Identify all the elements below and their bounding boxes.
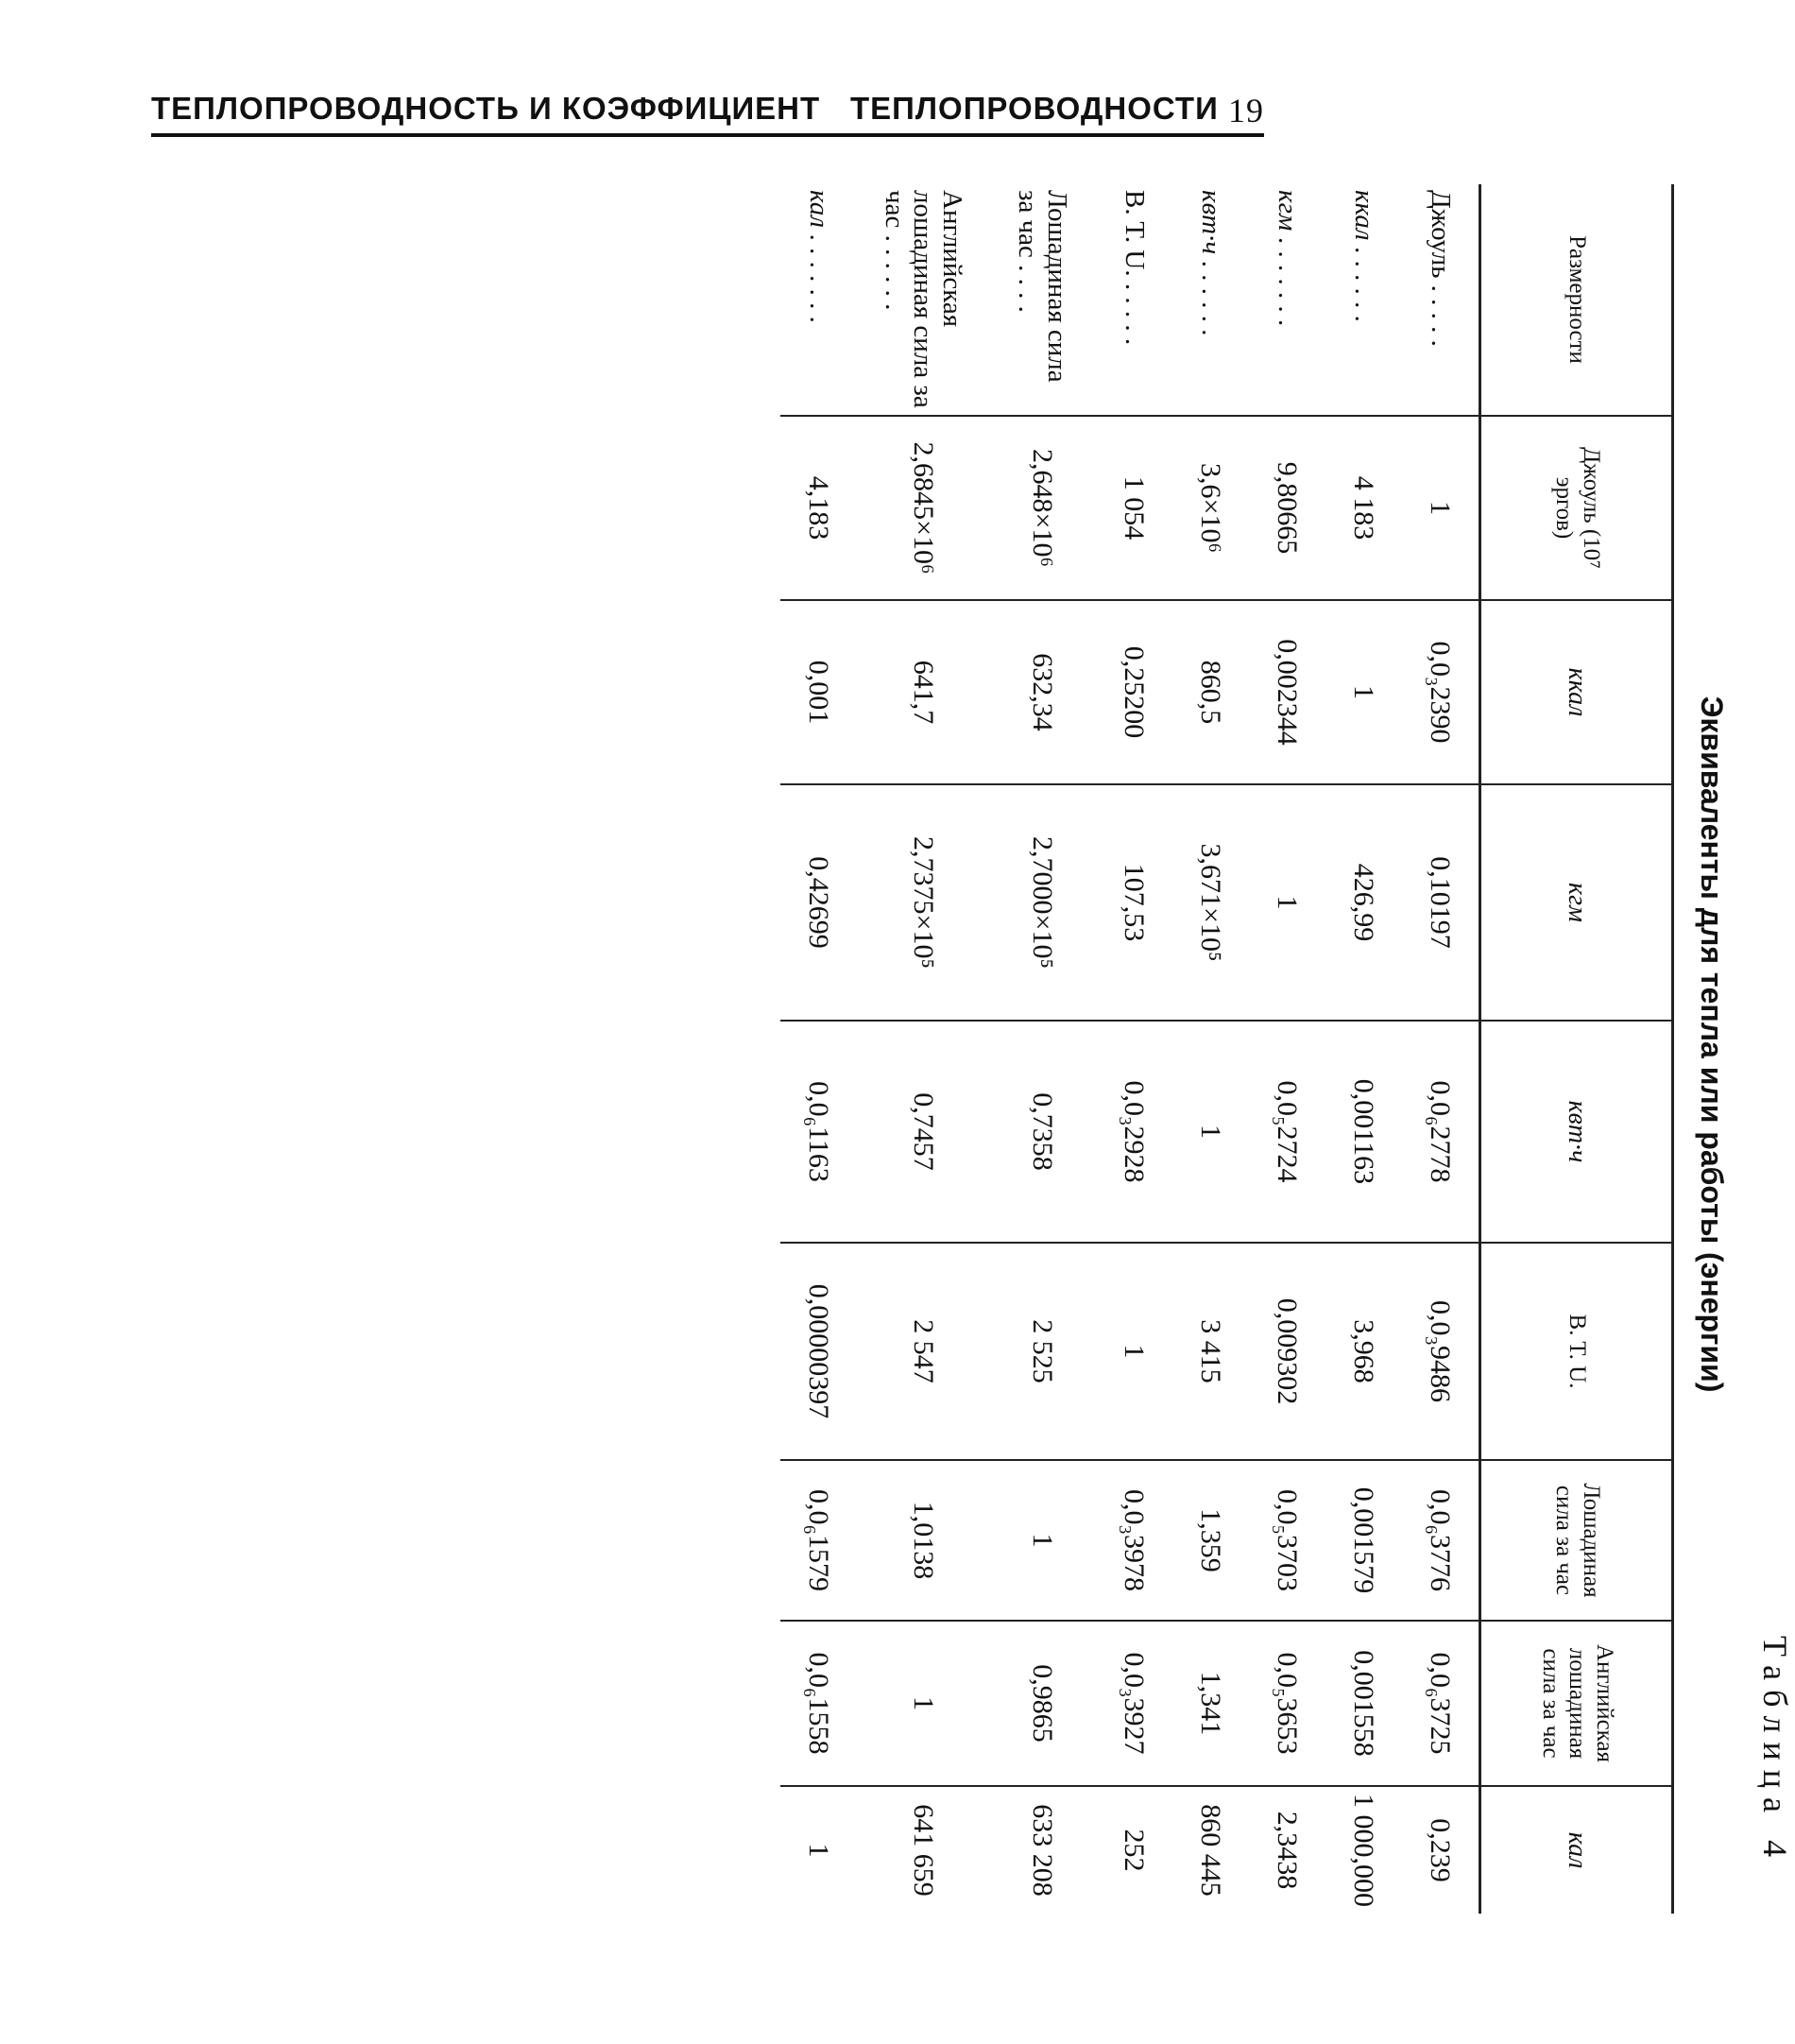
- table-cell: 3 415: [1172, 1243, 1249, 1460]
- table-row: [1172, 184, 1249, 1914]
- table-row: [1325, 184, 1402, 1914]
- row-label: Джоуль . . . . .: [1425, 190, 1456, 347]
- col-header-hp-hour: Лошадиная сила за час: [1480, 1460, 1673, 1621]
- table-cell: 0,10197: [1402, 784, 1480, 1021]
- row-label: квт·ч . . . . . .: [1195, 190, 1226, 337]
- table-caption: Эквиваленты для тепла или работы (энергии): [1695, 696, 1729, 1393]
- running-head-right: ТЕПЛОПРОВОДНОСТИ: [850, 91, 1219, 126]
- table-cell: 1,359: [1172, 1460, 1249, 1621]
- table-cell: 2,648×10⁶: [989, 416, 1096, 600]
- table-cell: 0,001558: [1325, 1621, 1402, 1786]
- table-cell: 0,9865: [989, 1621, 1096, 1786]
- table-cell: 0,0₆1579: [780, 1460, 857, 1621]
- table-number: Таблица 4: [1756, 1636, 1794, 1866]
- table-cell: 1: [1096, 1243, 1172, 1460]
- table-cell: 3,671×10⁵: [1172, 784, 1249, 1021]
- table-cell: 860,5: [1172, 600, 1249, 784]
- table-cell: 2,6845×10⁶: [857, 416, 989, 600]
- table-row: [989, 184, 1096, 1914]
- table-cell: 0,00000397: [780, 1243, 857, 1460]
- equivalents-table: [780, 184, 1672, 1914]
- table-cell: 1: [1402, 416, 1480, 600]
- table-cell: 1: [1325, 600, 1402, 784]
- table-cell: 0,0₃3927: [1096, 1621, 1172, 1786]
- table-cell: 641 659: [857, 1786, 989, 1914]
- table-cell: 0,0₅3703: [1249, 1460, 1325, 1621]
- header-row: [1480, 184, 1673, 1914]
- table-cell: 0,239: [1402, 1786, 1480, 1914]
- col-header-kwh: квт·ч: [1480, 1021, 1673, 1243]
- col-header-cal: кал: [1480, 1786, 1673, 1914]
- table-cell: 0,0₃2928: [1096, 1021, 1172, 1243]
- table-cell: 9,80665: [1249, 416, 1325, 600]
- rotated-table-block: [633, 165, 1795, 1923]
- table-cell: 2 525: [989, 1243, 1096, 1460]
- running-head-left: ТЕПЛОПРОВОДНОСТЬ И КОЭФФИЦИЕНТ: [151, 91, 821, 126]
- table-row: [1402, 184, 1480, 1914]
- table-cell: 2,7375×10⁵: [857, 784, 989, 1021]
- table-cell: 3,968: [1325, 1243, 1402, 1460]
- row-label: Английская лошадиная сила за час . . . . . .: [879, 190, 967, 408]
- table-cell: 641,7: [857, 600, 989, 784]
- col-header-english-hp-hour: Английская лошадиная сила за час: [1480, 1621, 1673, 1786]
- table-cell: 0,25200: [1096, 600, 1172, 784]
- table-cell: 0,0₃3978: [1096, 1460, 1172, 1621]
- header-rule: [151, 133, 1264, 137]
- row-label: ккал . . . . . .: [1348, 190, 1379, 323]
- table-cell: 2,7000×10⁵: [989, 784, 1096, 1021]
- table-cell: 0,7358: [989, 1021, 1096, 1243]
- table-cell: 632,34: [989, 600, 1096, 784]
- table-row: [1249, 184, 1325, 1914]
- table-cell: 0,001: [780, 600, 857, 784]
- table-cell: 0,0₆2778: [1402, 1021, 1480, 1243]
- table-cell: 107,53: [1096, 784, 1172, 1021]
- table-cell: 0,42699: [780, 784, 857, 1021]
- table-cell: 0,0₃2390: [1402, 600, 1480, 784]
- table-cell: 1,0138: [857, 1460, 989, 1621]
- table-cell: 1 054: [1096, 416, 1172, 600]
- table-cell: 2 547: [857, 1243, 989, 1460]
- row-label: кгм . . . . . . .: [1272, 190, 1303, 327]
- table-cell: 0,0₃9486: [1402, 1243, 1480, 1460]
- table-row: [857, 184, 989, 1914]
- table-cell: 0,001163: [1325, 1021, 1402, 1243]
- row-label: Лошадиная сила за час . . . .: [1013, 190, 1072, 383]
- table-cell: 4 183: [1325, 416, 1402, 600]
- table-cell: 0,0₅3653: [1249, 1621, 1325, 1786]
- running-head: [151, 91, 1264, 130]
- table-cell: 0,0₆3725: [1402, 1621, 1480, 1786]
- row-label: кал . . . . . . .: [803, 190, 834, 324]
- table-cell: 0,001579: [1325, 1460, 1402, 1621]
- table-cell: 0,0₆1558: [780, 1621, 857, 1786]
- table-cell: 4,183: [780, 416, 857, 600]
- col-header-dimensions: Размерности: [1480, 184, 1673, 416]
- table-cell: 2,3438: [1249, 1786, 1325, 1914]
- table-cell: 1: [989, 1460, 1096, 1621]
- table-cell: 1 000,000: [1325, 1786, 1402, 1914]
- table-cell: 0,7457: [857, 1021, 989, 1243]
- table-cell: 860 445: [1172, 1786, 1249, 1914]
- table-cell: 0,0₆1163: [780, 1021, 857, 1243]
- table-cell: 1: [1172, 1021, 1249, 1243]
- table-cell: 1,341: [1172, 1621, 1249, 1786]
- page-number: 19: [1228, 92, 1264, 129]
- table-cell: 633 208: [989, 1786, 1096, 1914]
- table-cell: 252: [1096, 1786, 1172, 1914]
- table-cell: 3,6×10⁶: [1172, 416, 1249, 600]
- col-header-btu: B. T. U.: [1480, 1243, 1673, 1460]
- table-cell: 1: [780, 1786, 857, 1914]
- table-cell: 0,002344: [1249, 600, 1325, 784]
- col-header-kcal: ккал: [1480, 600, 1673, 784]
- table-cell: 1: [857, 1621, 989, 1786]
- table-row: [780, 184, 857, 1914]
- table-cell: 0,0₅2724: [1249, 1021, 1325, 1243]
- table-cell: 0,0₆3776: [1402, 1460, 1480, 1621]
- col-header-kgm: кгм: [1480, 784, 1673, 1021]
- table-cell: 0,009302: [1249, 1243, 1325, 1460]
- row-label: B. T. U. . . . . .: [1119, 190, 1150, 346]
- table-row: [1096, 184, 1172, 1914]
- table-cell: 1: [1249, 784, 1325, 1021]
- table-cell: 426,99: [1325, 784, 1402, 1021]
- col-header-joule: Джоуль (10⁷ эргов): [1480, 416, 1673, 600]
